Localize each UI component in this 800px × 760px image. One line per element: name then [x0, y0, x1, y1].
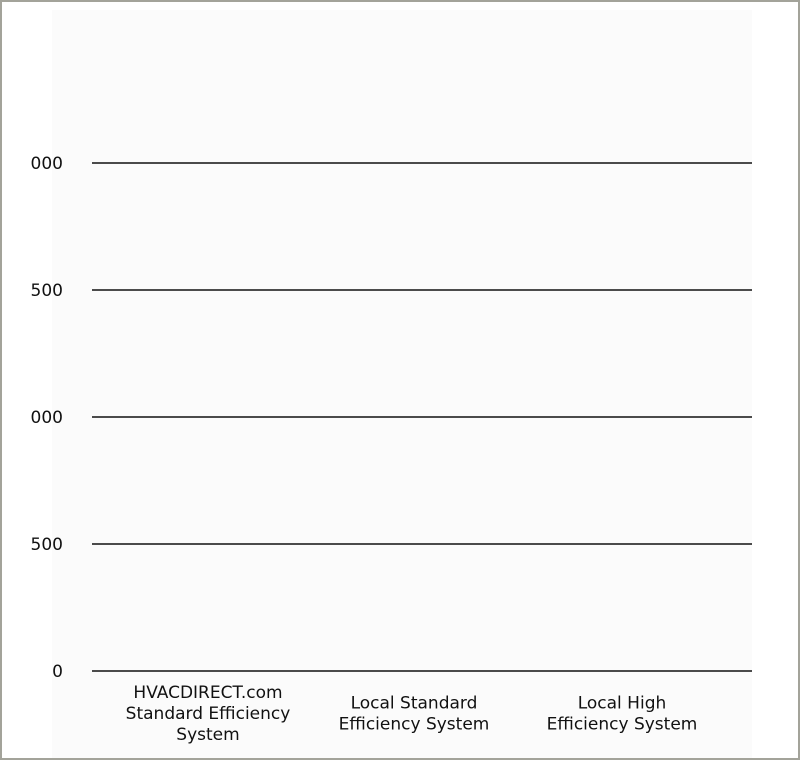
x-category-label-line: Local Standard — [350, 693, 478, 714]
x-category-label-line: Standard Efficiency — [125, 704, 291, 724]
x-category-label-line: HVACDIRECT.com — [133, 683, 283, 703]
y-tick-label: 000 — [30, 408, 63, 428]
y-tick-label: 000 — [30, 154, 63, 174]
x-category-label — [547, 694, 698, 735]
y-tick-label: 500 — [30, 281, 63, 301]
x-category-label-line: Efficiency System — [338, 714, 490, 735]
x-category-label — [126, 683, 291, 745]
x-category-label-line: System — [176, 725, 240, 745]
bar-chart — [2, 2, 800, 760]
x-category-label-line: Local High — [577, 693, 667, 714]
x-category-label-line: Efficiency System — [546, 714, 698, 735]
y-tick-label: 500 — [30, 535, 63, 555]
x-category-label — [339, 694, 490, 735]
y-tick-label: 0 — [52, 662, 63, 682]
